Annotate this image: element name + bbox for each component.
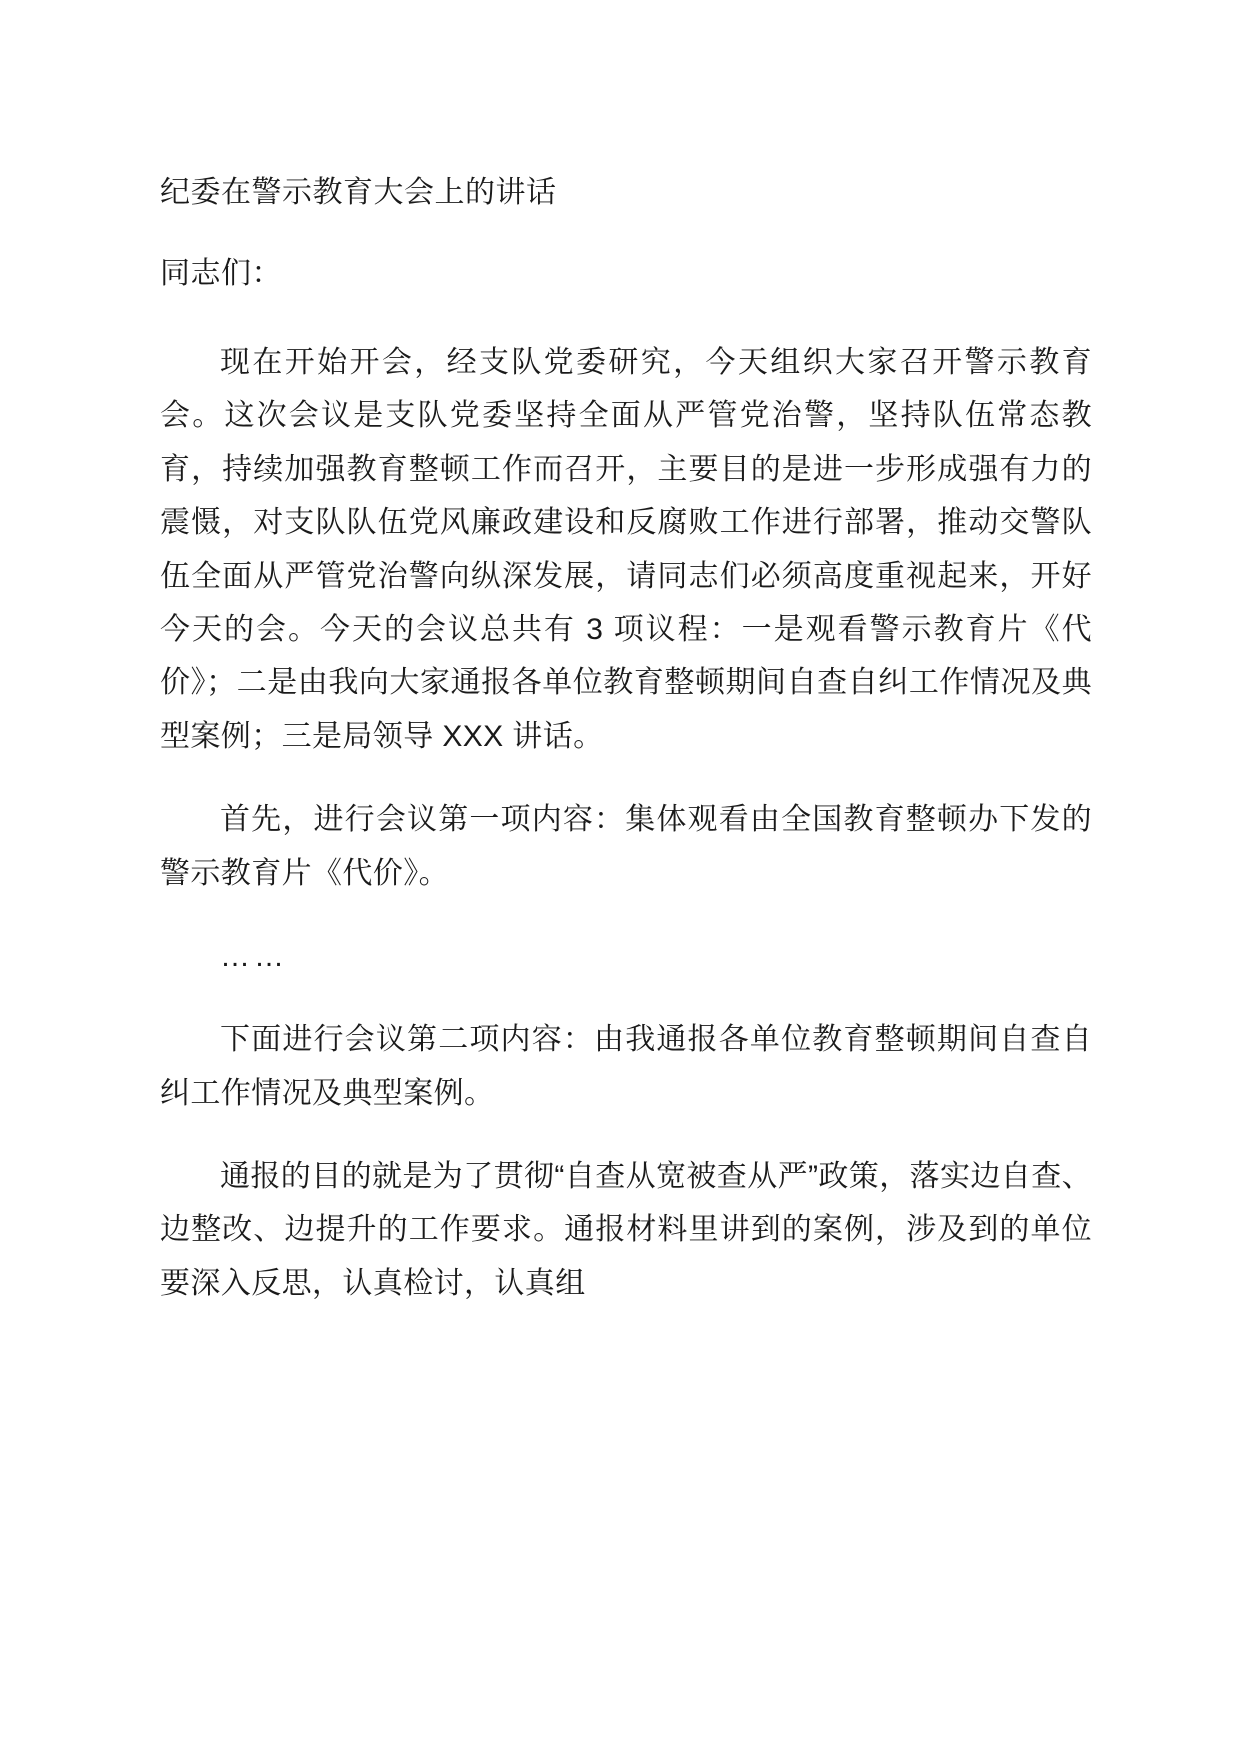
body-paragraph-1: 现在开始开会，经支队党委研究，今天组织大家召开警示教育会。这次会议是支队党委坚持全面从严管党治警，坚持队伍常态教育，持续加强教育整顿工作而召开，主要目的是进一步形成强有力的震慑，对支队队伍党风廉政建设和反腐败工作进行部署，推动交警队伍全面从严管党治警向纵深发展，请同志们必须高度重视起来，开好今天的会。今天的会议总共有 3 项议程：一是观看警示教育片《代价》；二是由我向大家通报各单位教育整顿期间自查自纠工作情况及典型案例；三是局领导 XXX 讲话。 <box>160 346 1092 753</box>
body-paragraph-ellipsis: …… <box>220 939 288 973</box>
body-paragraph-2: 首先，进行会议第一项内容：集体观看由全国教育整顿办下发的警示教育片《代价》。 <box>160 803 1092 890</box>
page-title: 纪委在警示教育大会上的讲话 <box>160 176 557 209</box>
body-paragraph-4: 通报的目的就是为了贯彻“自查从宽被查从严”政策，落实边自查、边整改、边提升的工作要求。通报材料里讲到的案例，涉及到的单位要深入反思，认真检讨，认真组 <box>160 1160 1092 1300</box>
body-paragraph-3: 下面进行会议第二项内容：由我通报各单位教育整顿期间自查自纠工作情况及典型案例。 <box>160 1023 1092 1110</box>
salutation: 同志们： <box>160 257 282 290</box>
